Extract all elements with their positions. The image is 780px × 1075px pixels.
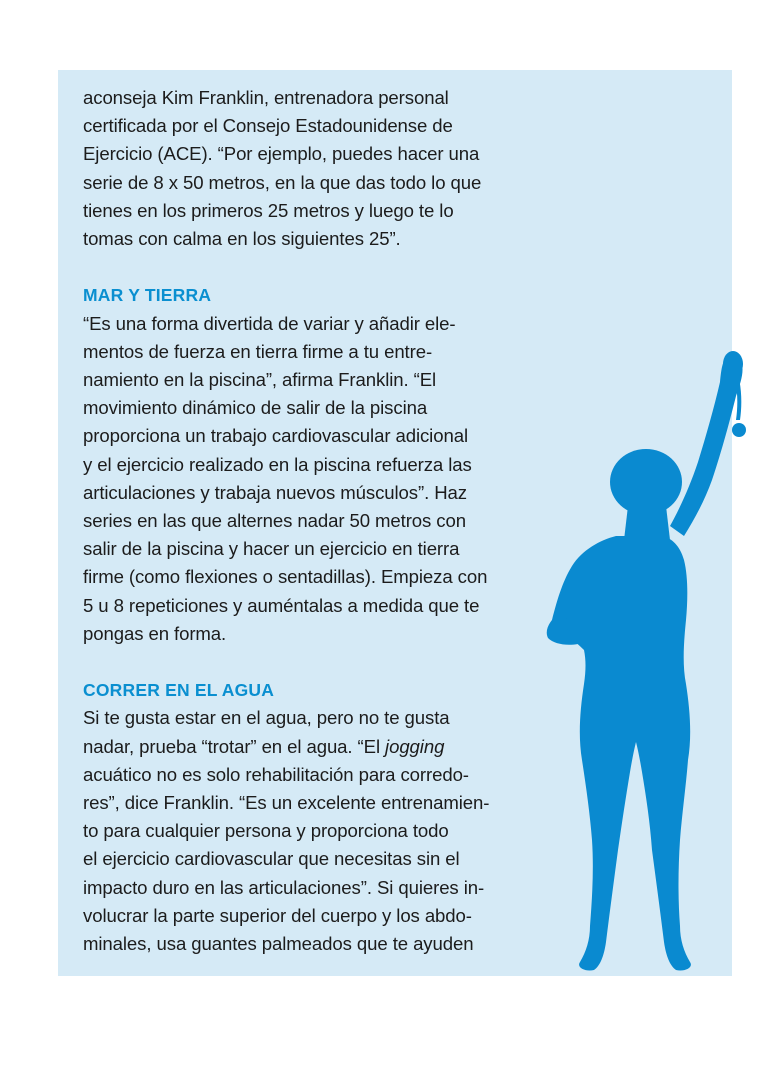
intro-line: tomas con calma en los siguientes 25”. [83, 228, 401, 250]
section1-line: namiento en la piscina”, afirma Franklin. “El [83, 369, 437, 391]
section2-line: to para cualquier persona y proporciona todo [83, 820, 449, 842]
section2-line: volucrar la parte superior del cuerpo y los abdo- [83, 904, 472, 926]
section1-line: mentos de fuerza en tierra firme a tu entre- [83, 340, 433, 362]
section2-line-start: nadar, prueba “trotar” en el agua. “El [83, 735, 386, 757]
section1-line: firme (como flexiones o sentadillas). Empieza con [83, 566, 488, 588]
intro-line: aconseja Kim Franklin, entrenadora personal [83, 87, 449, 108]
section-heading-correr-en-el-agua: CORRER EN EL AGUA [83, 680, 275, 701]
intro-line: tienes en los primeros 25 metros y luego te lo [83, 199, 454, 221]
section2-line [83, 733, 533, 761]
section2-line: el ejercicio cardiovascular que necesitas sin el [83, 848, 460, 870]
section1-line: 5 u 8 repeticiones y auméntalas a medida que te [83, 594, 480, 616]
section1-line: “Es una forma divertida de variar y añadir ele- [83, 312, 456, 334]
section1-line: salir de la piscina y hacer un ejercicio en tierra [83, 538, 460, 560]
woman-silhouette-icon [520, 340, 760, 980]
intro-line: Ejercicio (ACE). “Por ejemplo, puedes hacer una [83, 143, 480, 165]
section1-line: articulaciones y trabaja nuevos músculos”. Haz [83, 481, 467, 503]
article-text [83, 84, 533, 958]
section1-line: series en las que alternes nadar 50 metros con [83, 510, 466, 532]
section1-line: pongas en forma. [83, 622, 227, 644]
section2-line: res”, dice Franklin. “Es un excelente entrenamien- [83, 792, 490, 814]
italic-jogging: jogging [385, 735, 445, 757]
section1-line: y el ejercicio realizado en la piscina refuerza las [83, 453, 472, 475]
section2-line: Si te gusta estar en el agua, pero no te gusta [83, 707, 450, 729]
section2-line: minales, usa guantes palmeados que te ayuden [83, 933, 474, 955]
intro-line: certificada por el Consejo Estadounidense de [83, 115, 453, 137]
section1-line: proporciona un trabajo cardiovascular adicional [83, 425, 468, 447]
section1-line: movimiento dinámico de salir de la piscina [83, 397, 428, 419]
intro-line: serie de 8 x 50 metros, en la que das todo lo que [83, 171, 482, 193]
section2-line: impacto duro en las articulaciones”. Si quieres in- [83, 876, 485, 898]
section-heading-mar-y-tierra: MAR Y TIERRA [83, 285, 212, 306]
section2-line: acuático no es solo rehabilitación para corredo- [83, 763, 469, 785]
